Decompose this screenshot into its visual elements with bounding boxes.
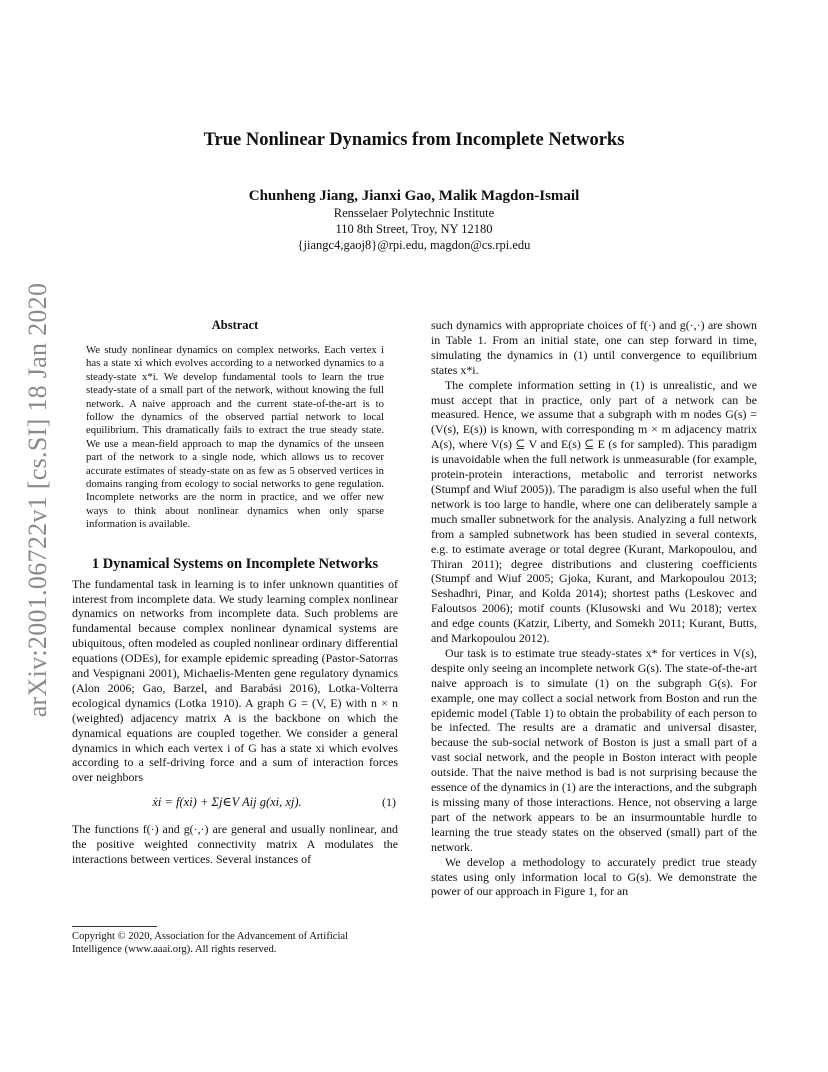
paragraph: The fundamental task in learning is to infer unknown quantities of interest from incomplete data. We study learning complex nonlinear dynamics on networks from incomplete data. Such problems are fundamental because complex nonlinear dynamical systems are ubiquitous, often modeled as coupled nonlinear ordinary differential equations (ODEs), for example epidemic spreading (Pastor-Satorras and Vespignani 2001), Michaelis-Menten gene regulatory dynamics (Alon 2006; Gao, Barzel, and Barabási 2016), Lotka-Volterra ecological dynamics (Lotka 1910). A graph G = (V, E) with n × n (weighted) adjacency matrix A is the backbone on which the dynamical equations are coupled together. We consider a general dynamics in which each vertex i of G has a state xi which evolves according to a self-driving force and a sum of interaction forces over neighbors bbox=[72, 576, 398, 785]
paragraph: The functions f(·) and g(·,·) are general and usually nonlinear, and the positive weighted connectivity matrix A modulates the interactions between vertices. Several instances of bbox=[72, 822, 398, 866]
affiliation-emails: {jiangc4,gaoj8}@rpi.edu, magdon@cs.rpi.edu bbox=[297, 238, 531, 252]
left-column bbox=[72, 318, 398, 867]
abstract-text: We study nonlinear dynamics on complex networks. Each vertex i has a state xi which evolves according to a networked dynamics to a steady-state x*i. We develop fundamental tools to learn the true steady-state of a small part of the network, without knowing the full network. A naive approach and the current state-of-the-art is to follow the dynamics of the observed partial network to local equilibrium. This dramatically fails to extract the true steady state. We use a mean-field approach to map the dynamics of the unseen part of the network to a single node, which allows us to recover accurate estimates of steady-state on as few as 5 observed vertices in domains ranging from ecology to social networks to gene regulation. Incomplete networks are the norm in practice, and we offer new ways to think about nonlinear dynamics when only sparse information is available. bbox=[86, 343, 384, 531]
section-heading: 1 Dynamical Systems on Incomplete Networks bbox=[91, 555, 379, 572]
paragraph: The complete information setting in (1) is unrealistic, and we must accept that in practice, only part of a network can be measured. Hence, we assume that a subgraph with m nodes G(s) = (V(s), E(s)) is known, with corresponding m × m adjacency matrix A(s), where V(s) ⊆ V and E(s) ⊆ E (s for sampled). This paradigm is unavoidable when the full network is unmeasurable (for example, protein-protein interactions, metabolic and terrorist networks (Stumpf and Wiuf 2005)). The paradigm is also useful when the full network is too large to handle, where one can deliberately sample a much smaller subnetwork for the analysis. Analyzing a full network from a sampled subnetwork has been studied in several contexts, e.g. to estimate average or total degree (Kurant, Markopoulou, and Thiran 2011); degree distributions and clustering coefficients (Stumpf and Wiuf 2005; Gjoka, Kurant, and Markopoulou 2013; Seshadhri, Pinar, and Kolda 2014); shortest paths (Leskovec and Faloutsos 2006); motif counts (Klusowski and Wu 2018); vertex and edge counts (Katzir, Liberty, and Somekh 2011; Kurant, Butts, and Markopoulou 2012). bbox=[431, 377, 757, 646]
arxiv-stamp-text: arXiv:2001.06722v1 [cs.SI] 18 Jan 2020 bbox=[23, 282, 52, 718]
abstract-heading: Abstract bbox=[211, 318, 259, 332]
affiliation-institute: Rensselaer Polytechnic Institute bbox=[333, 206, 495, 220]
right-column bbox=[431, 318, 757, 899]
affiliation-address: 110 8th Street, Troy, NY 12180 bbox=[335, 222, 493, 236]
equation-number: (1) bbox=[382, 795, 396, 810]
paragraph: We develop a methodology to accurately predict true steady states using only information local to G(s). We demonstrate the power of our approach in Figure 1, for an bbox=[431, 854, 757, 899]
paragraph: such dynamics with appropriate choices of f(·) and g(·,·) are shown in Table 1. From an initial state, one can step forward in time, simulating the dynamics in (1) until convergence to equilibrium states x*i. bbox=[431, 318, 757, 377]
arxiv-stamp bbox=[18, 282, 58, 718]
author-list: Chunheng Jiang, Jianxi Gao, Malik Magdon-Ismail bbox=[248, 188, 580, 204]
footnote-rule bbox=[72, 926, 157, 927]
footnote-text: Copyright © 2020, Association for the Advancement of Artificial Intelligence (www.aaai.org). All rights reserved. bbox=[72, 931, 349, 956]
paper-title: True Nonlinear Dynamics from Incomplete Networks bbox=[203, 130, 625, 150]
paragraph: Our task is to estimate true steady-states x* for vertices in V(s), despite only seeing an incomplete network G(s). The state-of-the-art naive approach is to simulate (1) on the subgraph G(s). For example, one may collect a social network from Boston and run the epidemic model (Table 1) to obtain the probability of each person to be infected. The results are a dramatic and universal disaster, because the sub-social network of Boston is just a small part of a vast social network, and the people in Boston interact with people outside. That the naive method is bad is not surprising because the essence of the dynamics in (1) are the interactions, and the subgraph is missing many of those interactions. Hence, not observing a large part of the network appears to be an insurmountable hurdle to learning the true steady states on the observed (small) part of the network. bbox=[431, 645, 757, 854]
copyright-footnote bbox=[72, 926, 398, 957]
affiliation bbox=[0, 205, 828, 253]
equation-1 bbox=[72, 795, 398, 810]
equation-expression: ẋi = f(xi) + Σj∈V Aij g(xi, xj). bbox=[152, 795, 302, 810]
